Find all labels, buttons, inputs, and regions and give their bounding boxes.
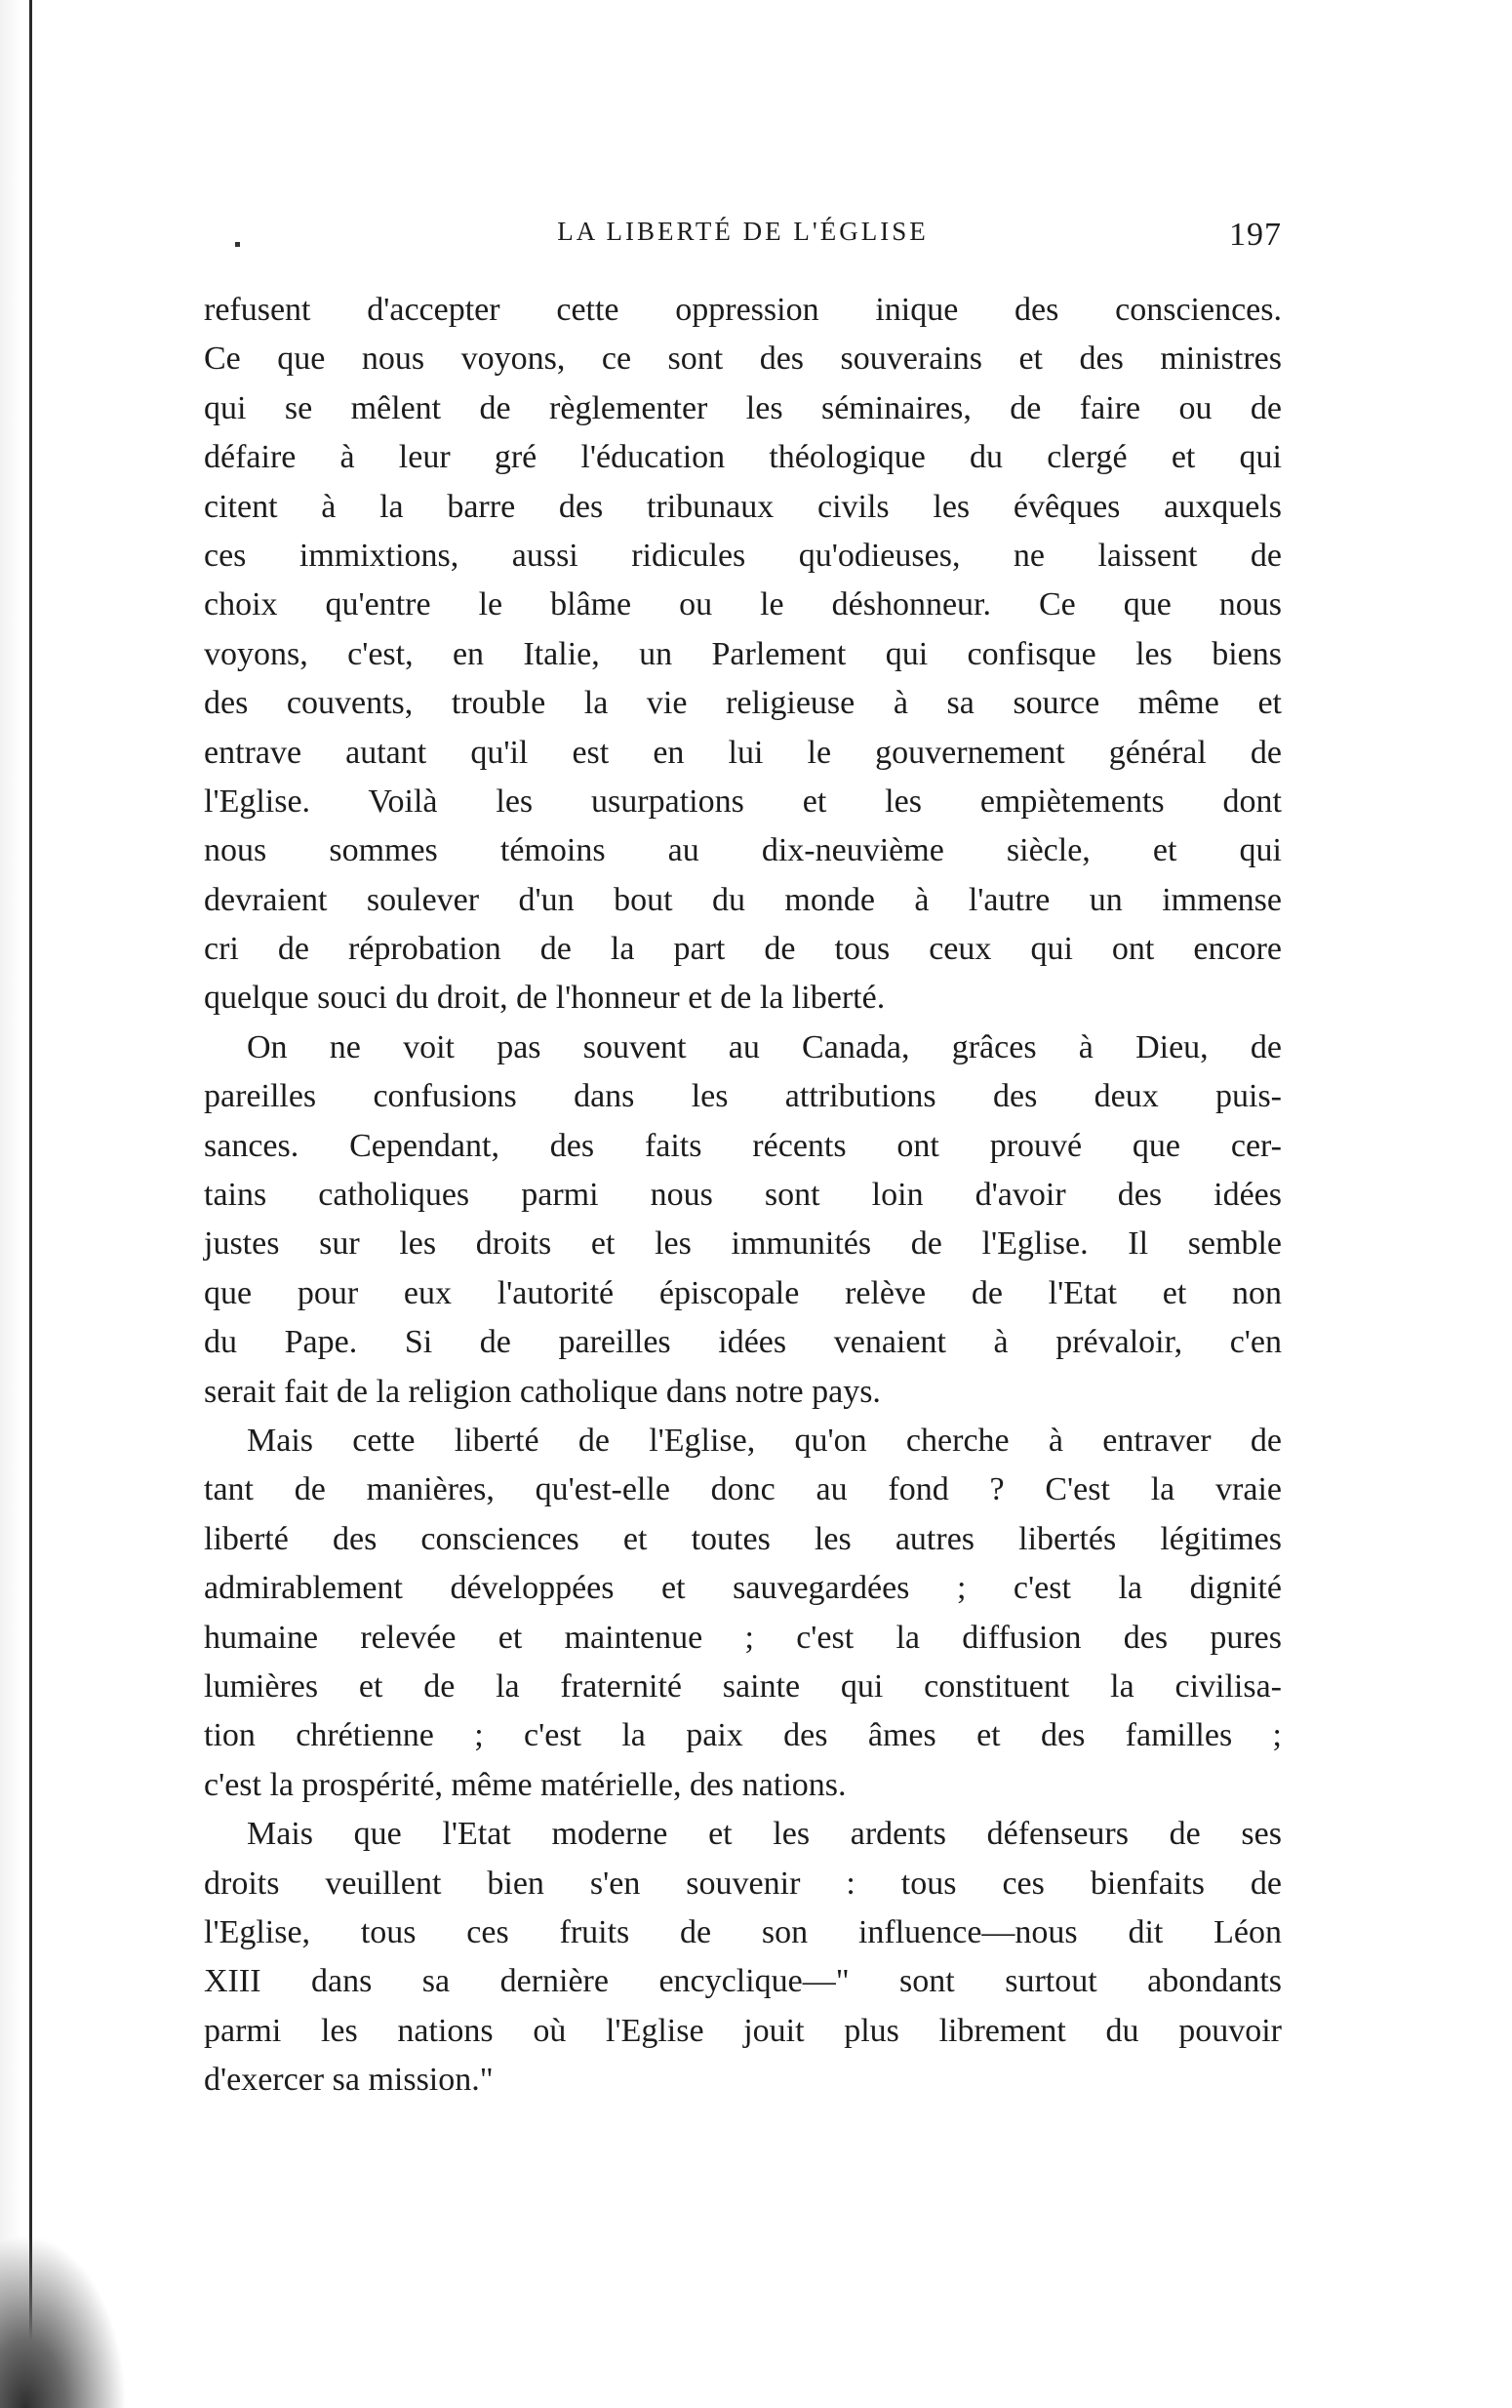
page-number: 197 (1229, 217, 1282, 253)
paragraph-1 (204, 286, 1282, 1023)
binding-shadow (0, 2234, 127, 2408)
text-line: sances. Cependant, des faits récents ont prouvé que cer- (204, 1127, 1282, 1164)
text-line: liberté des consciences et toutes les autres libertés légitimes (204, 1520, 1282, 1557)
binding-line (29, 0, 32, 2381)
paragraph-3 (204, 1417, 1282, 1810)
text-line: c'est la prospérité, même matérielle, des nations. (204, 1766, 847, 1803)
text-line: droits veuillent bien s'en souvenir : tous ces bienfaits de (204, 1865, 1282, 1902)
text-line: humaine relevée et maintenue ; c'est la diffusion des pures (204, 1619, 1282, 1656)
text-line: refusent d'accepter cette oppression inique des consciences. (204, 292, 1282, 328)
page-header (204, 217, 1282, 260)
text-line: devraient soulever d'un bout du monde à l'autre un immense (204, 881, 1282, 918)
text-line: nous sommes témoins au dix-neuvième siècle, et qui (204, 832, 1282, 869)
text-line: d'exercer sa mission." (204, 2062, 494, 2099)
text-line: tant de manières, qu'est-elle donc au fond ? C'est la vraie (204, 1471, 1282, 1508)
text-line: choix qu'entre le blâme ou le déshonneur. Ce que nous (204, 586, 1282, 623)
text-line: cri de réprobation de la part de tous ceux qui ont encore (204, 931, 1282, 968)
text-line: lumières et de la fraternité sainte qui constituent la civilisa- (204, 1667, 1282, 1705)
text-line: l'Eglise, tous ces fruits de son influence—nous dit Léon (204, 1913, 1282, 1950)
running-head: LA LIBERTÉ DE L'ÉGLISE (557, 217, 929, 246)
text-line: l'Eglise. Voilà les usurpations et les empiètements dont (204, 783, 1282, 820)
text-line: admirablement développées et sauvegardées ; c'est la dignité (204, 1570, 1282, 1607)
text-line: voyons, c'est, en Italie, un Parlement qui confisque les biens (204, 635, 1282, 672)
body-text (204, 286, 1282, 2105)
text-line: tion chrétienne ; c'est la paix des âmes et des familles ; (204, 1717, 1282, 1754)
text-line: citent à la barre des tribunaux civils les évêques auxquels (204, 488, 1282, 525)
text-line: Mais cette liberté de l'Eglise, qu'on cherche à entraver de (247, 1422, 1282, 1459)
text-line: Mais que l'Etat moderne et les ardents défenseurs de ses (247, 1816, 1282, 1853)
text-line: parmi les nations où l'Eglise jouit plus librement du pouvoir (204, 2012, 1282, 2049)
text-line: justes sur les droits et les immunités de l'Eglise. Il semble (204, 1225, 1282, 1263)
text-line: défaire à leur gré l'éducation théologique du clergé et qui (204, 439, 1282, 476)
text-line: que pour eux l'autorité épiscopale relève de l'Etat et non (204, 1274, 1282, 1311)
text-line: du Pape. Si de pareilles idées venaient à prévaloir, c'en (204, 1324, 1282, 1361)
text-line: On ne voit pas souvent au Canada, grâces à Dieu, de (247, 1028, 1282, 1065)
text-line: quelque souci du droit, de l'honneur et de la liberté. (204, 980, 886, 1017)
text-line: entrave autant qu'il est en lui le gouvernement général de (204, 734, 1282, 771)
paragraph-2 (204, 1023, 1282, 1417)
text-line: Ce que nous voyons, ce sont des souverains et des ministres (204, 341, 1282, 378)
text-line: XIII dans sa dernière encyclique—" sont surtout abondants (204, 1963, 1282, 2000)
text-line: des couvents, trouble la vie religieuse à sa source même et (204, 685, 1282, 722)
text-line: pareilles confusions dans les attributions des deux puis- (204, 1078, 1282, 1115)
text-line: ces immixtions, aussi ridicules qu'odieuses, ne laissent de (204, 537, 1282, 574)
text-line: serait fait de la religion catholique dans notre pays. (204, 1373, 881, 1410)
text-line: qui se mêlent de règlementer les séminaires, de faire ou de (204, 389, 1282, 426)
paragraph-4 (204, 1810, 1282, 2105)
text-line: tains catholiques parmi nous sont loin d'avoir des idées (204, 1177, 1282, 1214)
